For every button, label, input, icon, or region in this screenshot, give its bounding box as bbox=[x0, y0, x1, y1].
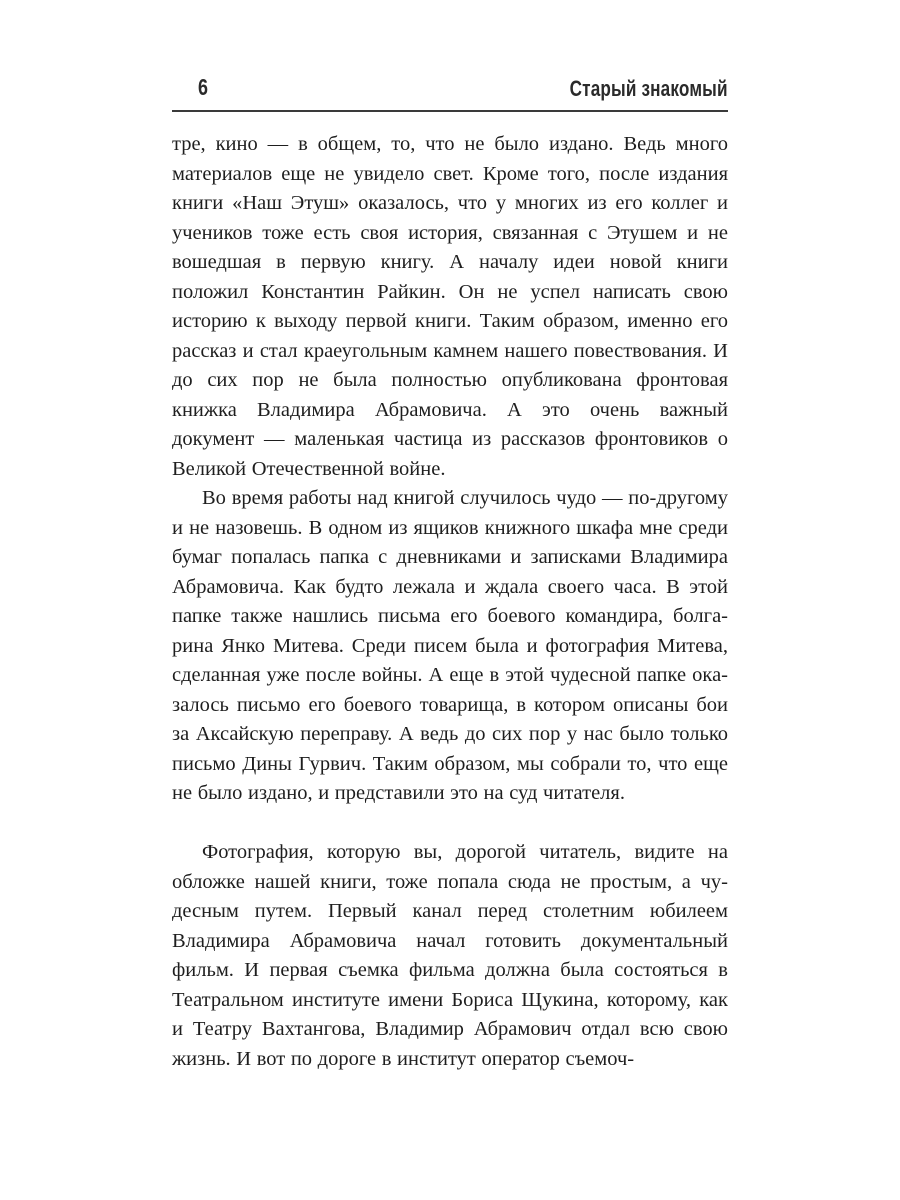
section-break bbox=[172, 809, 728, 839]
page-number: 6 bbox=[198, 74, 208, 100]
paragraph-continued: тре, кино — в общем, то, что не было издано. Ведь много материалов еще не увидело свет. Кроме того, после издания книги «Наш Этуш» оказалось, что у многих из его коллег и учеников тоже есть своя история, связанная с Этушем и не вошедшая в первую книгу. А началу идеи новой книги положил Константин Райкин. Он не успел написать свою историю к выходу первой книги. Таким образом, именно его рассказ и стал краеугольным камнем нашего повествования. И до сих пор не была полностью опубликована фронтовая книжка Владимира Абрамовича. А это очень важный документ — маленькая частица из рассказов фронтовиков о Великой Отечественной войне. bbox=[172, 133, 728, 480]
paragraph: Фотография, которую вы, дорогой читатель, видите на обложке нашей книги, тоже попала сюда не простым, а чудесным путем. Первый канал перед столетним юбилеем Владимира Абрамовича начал готовить документальный фильм. И первая съемка фильма должна была состояться в Театральном институте имени Бориса Щукина, которому, как и Театру Вахтангова, Владимир Абрамович отдал всю свою жизнь. И вот по дороге в институт оператор съемоч- bbox=[172, 841, 728, 1070]
running-head bbox=[172, 72, 728, 108]
section-title: Старый знакомый bbox=[569, 76, 728, 101]
header-rule bbox=[172, 110, 728, 112]
paragraph: Во время работы над книгой случилось чудо — по-другому и не назовешь. В одном из ящиков книжного шкафа мне среди бумаг попалась папка с дневниками и записками Владимира Абрамовича. Как будто лежала и ждала своего часа. В этой папке также нашлись письма его боевого командира, болгарина Янко Митева. Среди писем была и фотография Митева, сделанная уже после войны. А еще в этой чудесной папке оказалось письмо его боевого товарища, в котором описаны бои за Аксайскую переправу. А ведь до сих пор у нас было только письмо Дины Гурвич. Таким образом, мы собрали то, что еще не было издано, и представили это на суд читателя. bbox=[172, 487, 728, 804]
body-text bbox=[172, 130, 728, 1074]
